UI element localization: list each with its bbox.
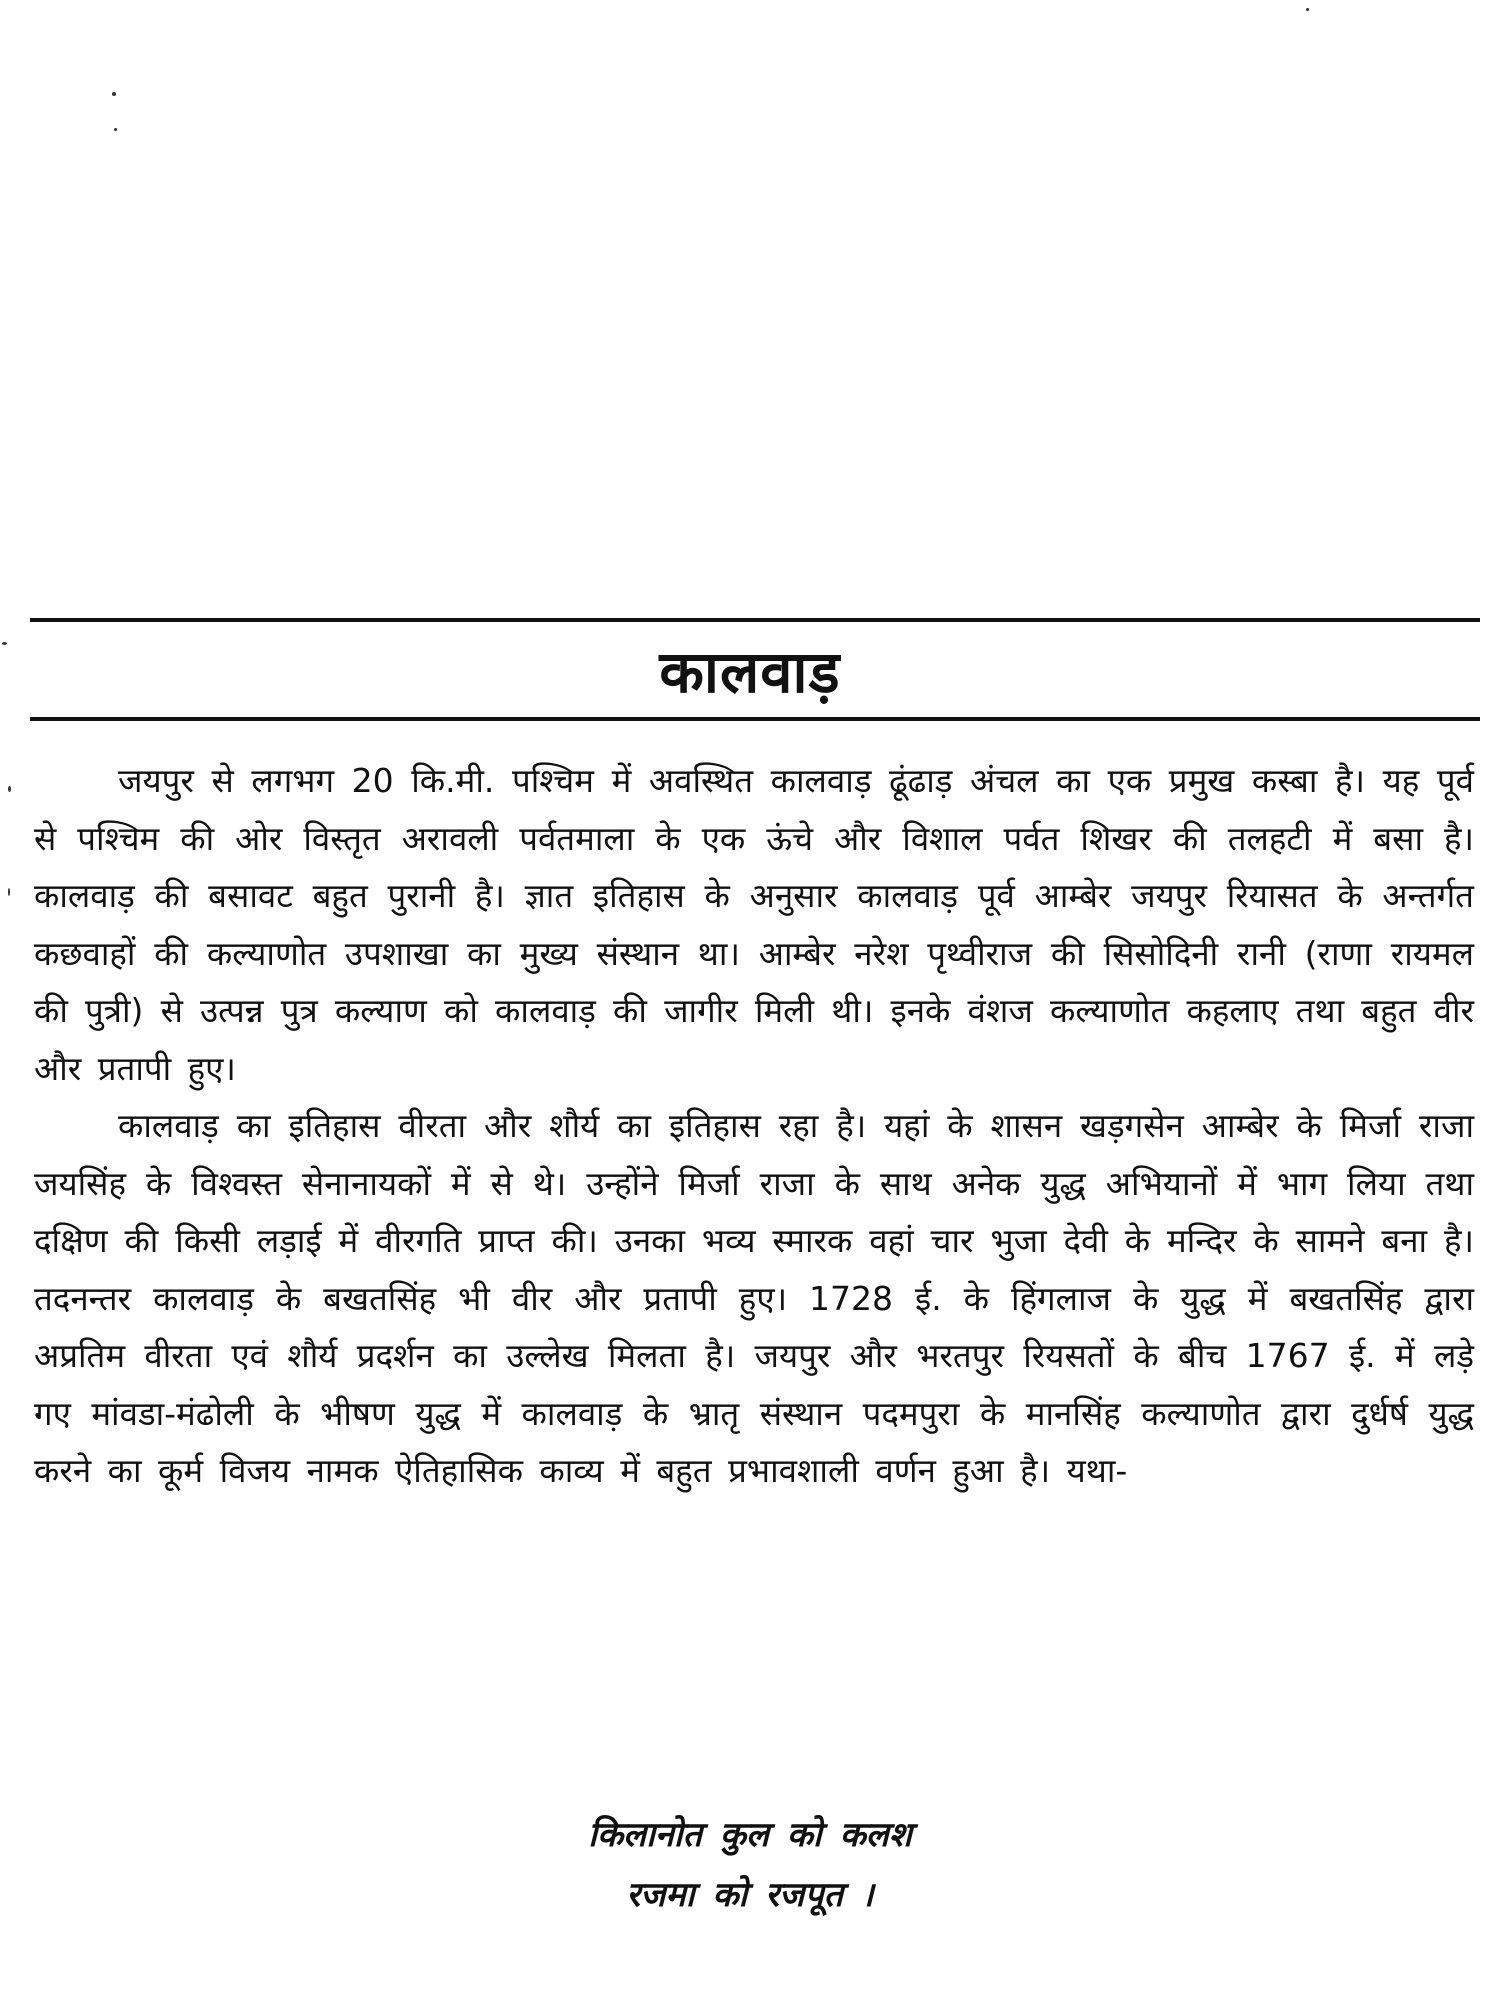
paragraph: जयपुर से लगभग 20 कि.मी. पश्चिम में अवस्थित कालवाड़ ढूंढाड़ अंचल का एक प्रमुख कस्बा है। यह पूर्व से पश्चिम की ओर विस्तृत अरावली पर्वतमाला के एक ऊंचे और विशाल पर्वत शिखर की तलहटी में बसा है। कालवाड़ की बसावट बहुत पुरानी है। ज्ञात इतिहास के अनुसार कालवाड़ पूर्व आम्बेर जयपुर रियासत के अन्तर्गत कछवाहों की कल्याणोत उपशाखा का मुख्य संस्थान था। आम्बेर नरेश पृथ्वीराज की सिसोदिनी रानी (राणा रायमल की पुत्री) से उत्पन्न पुत्र कल्याण को कालवाड़ की जागीर मिली थी। इनके वंशज कल्याणोत कहलाए तथा बहुत वीर और प्रतापी हुए।: [34, 761, 1474, 1088]
title-top-rule: [30, 618, 1480, 622]
scan-speck: [8, 888, 10, 896]
paragraph: कालवाड़ का इतिहास वीरता और शौर्य का इतिहास रहा है। यहां के शासन खड़गसेन आम्बेर के मिर्जा राजा जयसिंह के विश्वस्त सेनानायकों में से थे। उन्होंने मिर्जा राजा के साथ अनेक युद्ध अभियानों में भाग लिया तथा दक्षिण की किसी लड़ाई में वीरगति प्राप्त की। उनका भव्य स्मारक वहां चार भुजा देवी के मन्दिर के सामने बना है। तदनन्तर कालवाड़ के बखतसिंह भी वीर और प्रतापी हुए। 1728 ई. के हिंगलाज के युद्ध में बखतसिंह द्वारा अप्रतिम वीरता एवं शौर्य प्रदर्शन का उल्लेख मिलता है। जयपुर और भरतपुर रियसतों के बीच 1767 ई. में लड़े गए मांवडा-मंढोली के भीषण युद्ध में कालवाड़ के भ्रातृ संस्थान पदमपुरा के मानसिंह कल्याणोत द्वारा दुर्धर्ष युद्ध करने का कूर्म विजय नामक ऐतिहासिक काव्य में बहुत प्रभावशाली वर्णन हुआ है। यथा-: [34, 1106, 1474, 1490]
scan-speck: [114, 128, 117, 131]
page-title: कालवाड़: [659, 638, 841, 706]
scan-speck: [1306, 8, 1309, 11]
title-bottom-rule: [30, 717, 1480, 721]
verse-block: [0, 1805, 1500, 1925]
scan-speck: [8, 786, 11, 792]
body-text: [34, 752, 1474, 1500]
verse-line: किलानोत कुल को कलश: [588, 1815, 912, 1855]
scan-speck: [112, 92, 116, 96]
verse-line: रजमा को रजपूत ।: [626, 1875, 874, 1915]
